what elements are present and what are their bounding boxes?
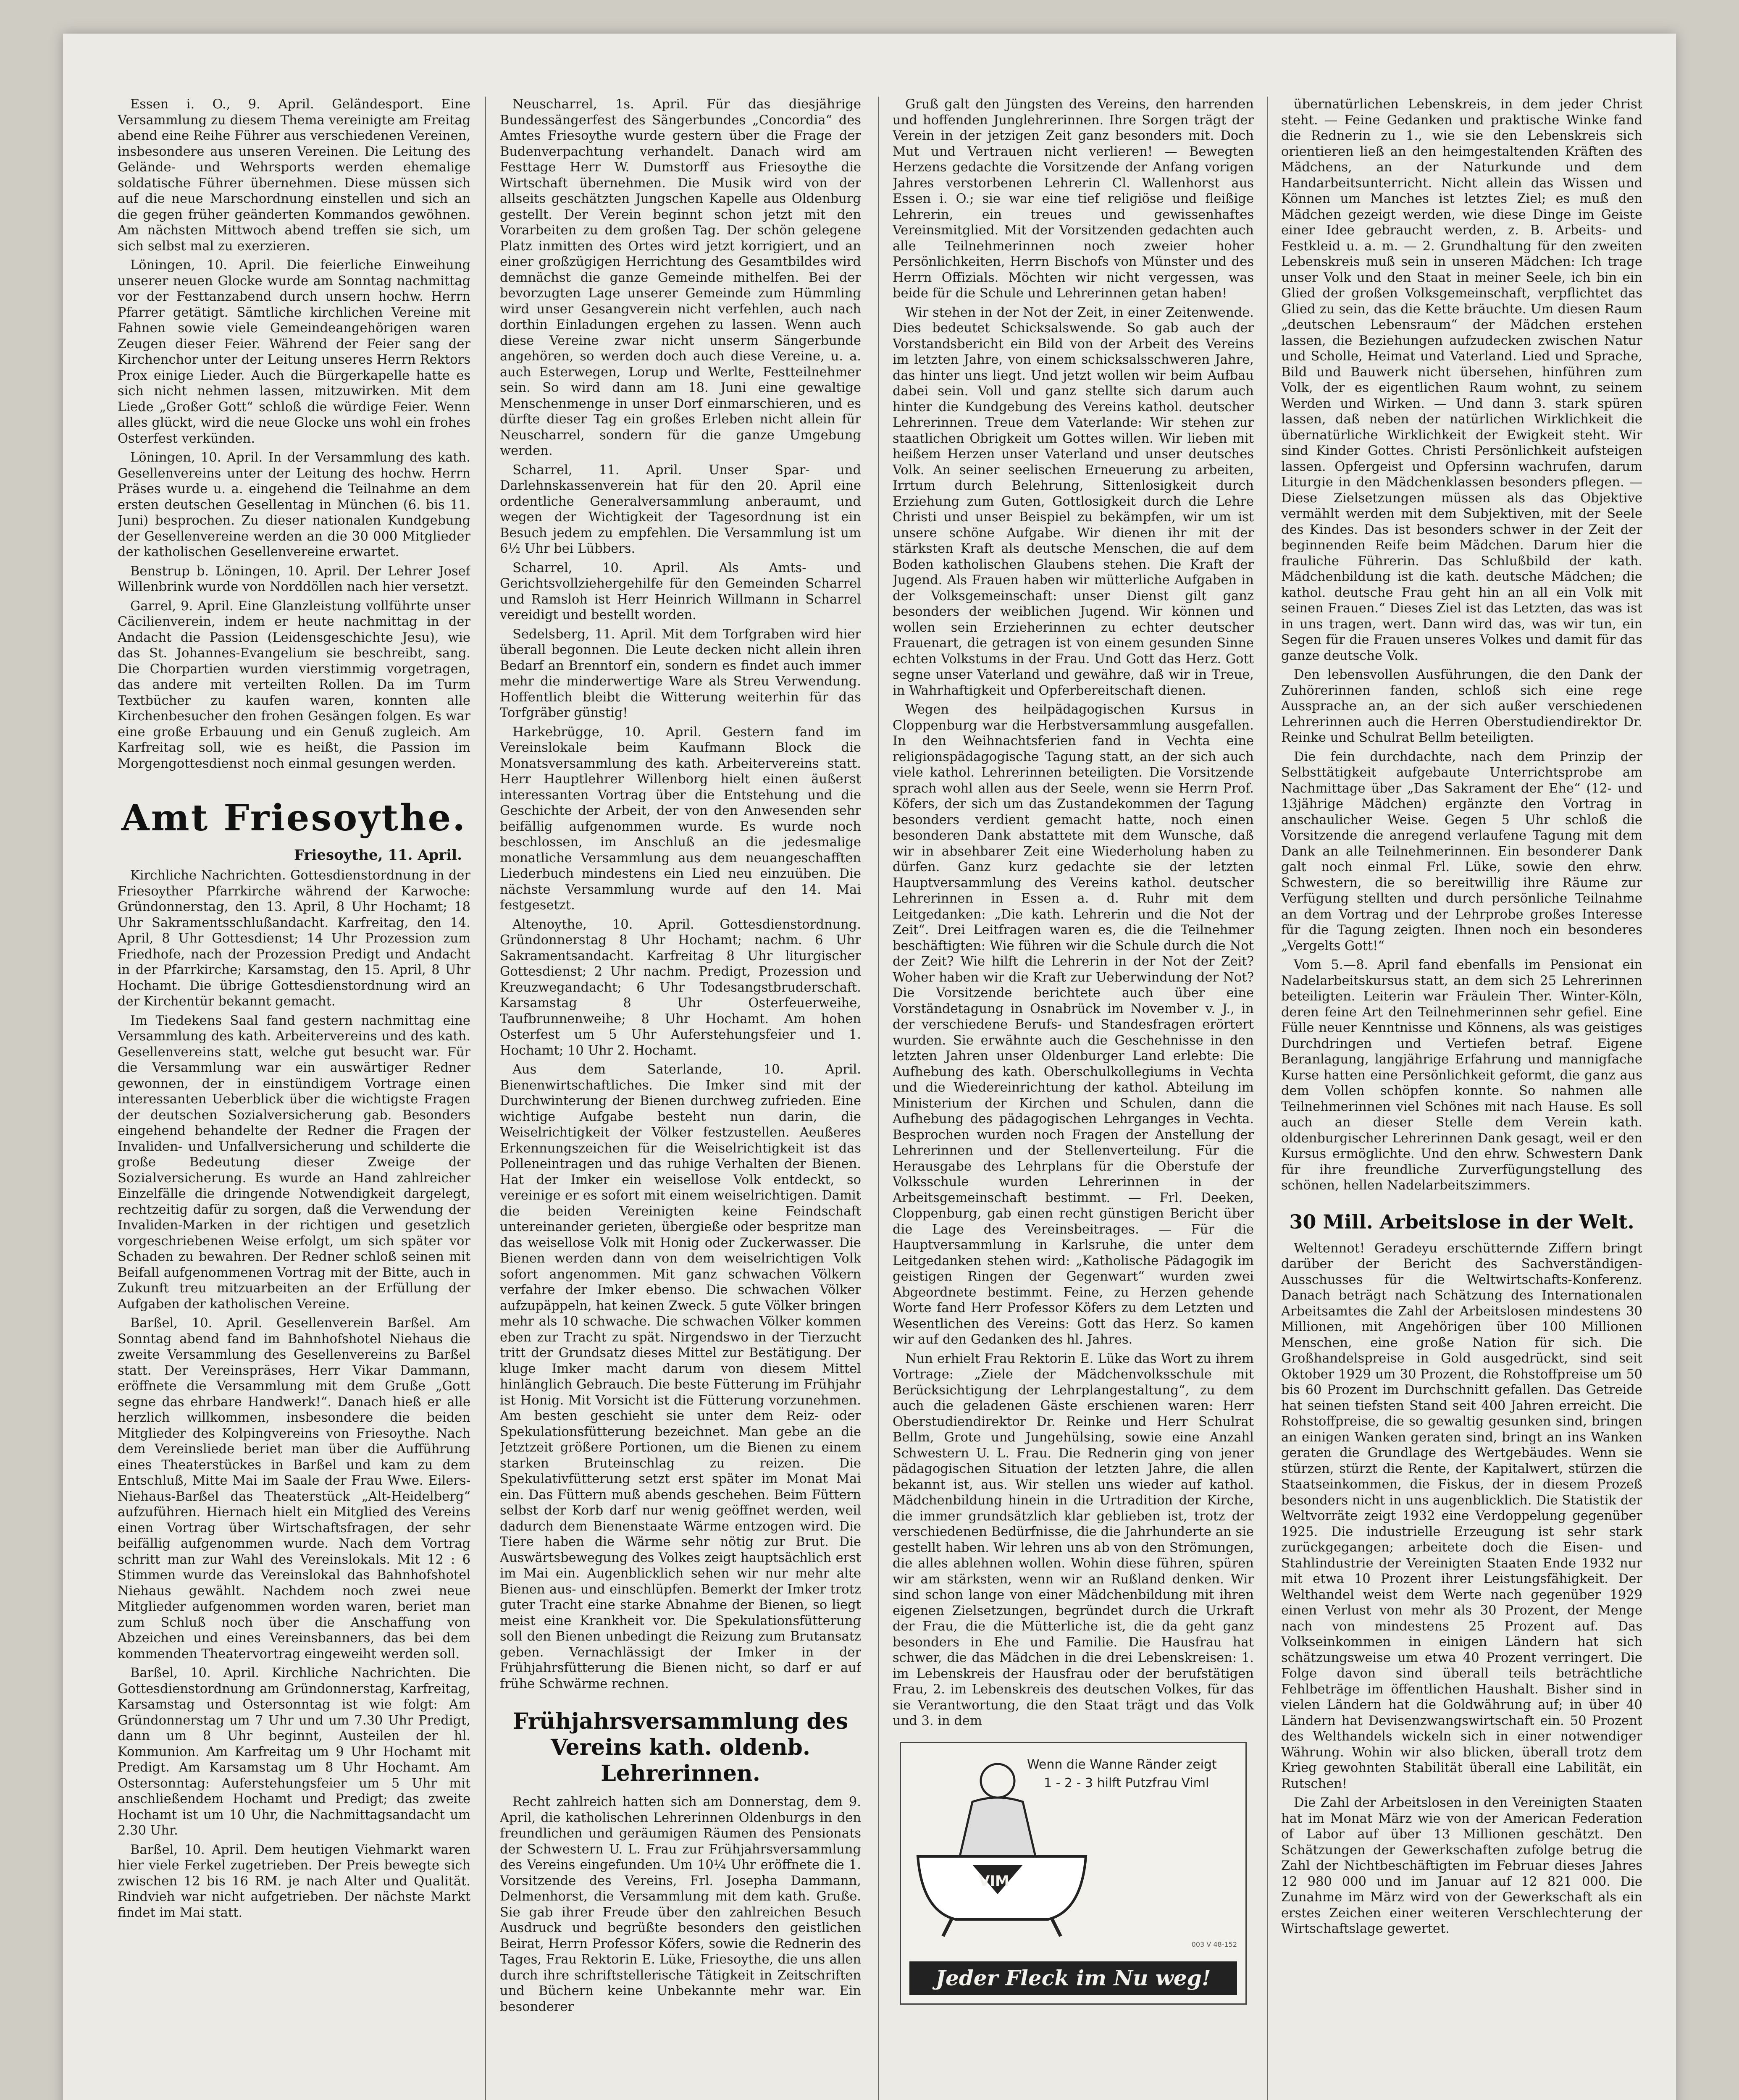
news-item: Altenoythe, 10. April. Gottesdienstordnung. Gründonnerstag 8 Uhr Hochamt; nachm. 6 Uhr Sakramentsandacht. Karfreitag 8 Uhr liturgischer Gottesdienst; 2 Uhr nachm. Predigt, Prozession und Kreuzwegandacht; 6 Uhr Todesangstbruderschaft. Karsamstag 8 Uhr Osterfeuerweihe, Taufbrunnenweihe; 8 Uhr Hochamt. Am hohen Osterfest um 5 Uhr Auferstehungsfeier und 1. Hochamt; 10 Uhr 2. Hochamt.	[500, 917, 861, 1058]
news-item: Aus dem Saterlande, 10. April. Bienenwirtschaftliches. Die Imker sind mit der Durchwinterung der Bienen durchweg zufrieden. Eine wichtige Aufgabe besteht nun darin, die Weiselrichtigkeit der Völker festzustellen. Aeußeres Erkennungszeichen für die Weiselrichtigkeit ist das Polleneintragen und das ruhige Verhalten der Bienen. Hat der Imker ein weisellose Volk entdeckt, so vereinige er es sofort mit einem weiselrichtigen. Damit die beiden Vereinigten keine Feindschaft untereinander gerieten, übergieße oder bespritze man das weisellose Volk mit Honig oder Zuckerwasser. Die Bienen werden dann von dem weiselrichtigen Volk sofort angenommen. Mit ganz schwachen Völkern verfahre der Imker ebenso. Die schwachen Völker aufzupäppeln, hat keinen Zweck. 5 gute Völker bringen mehr als 10 schwache. Die schwachen Völker kommen eben zur Tracht zu spät. Nirgendswo in der Tierzucht tritt der Grundsatz dieses Mittel zur Bestätigung. Der kluge Imker macht darum von diesem Mittel hinlänglich Gebrauch. Die beste Fütterung im Frühjahr ist Honig. Mit Vorsicht ist die Fütterung vorzunehmen. Am besten geschieht sie unter dem Reiz- oder Spekulationsfütterung bezeichnet. Man gebe an die Jetztzeit größere Portionen, um die Bienen zu einem starken Bruteinschlag zu reizen. Die Spekulativfütterung setzt erst später im Monat Mai ein. Das Füttern muß abends geschehen. Beim Füttern selbst der Korb darf nur wenig geöffnet werden, weil dadurch dem Bienenstaate Wärme entzogen wird. Die Tiere haben die Wärme sehr nötig zur Brut. Die Auswärtsbewegung des Volkes zeigt hauptsächlich erst im Mai ein. Augenblicklich sehen wir nur mehr alte Bienen aus- und einschlüpfen. Bemerkt der Imker trotz guter Tracht eine starke Abnahme der Bienen, so liegt meist eine Krankheit vor. Die Spekulationsfütterung soll den Bienen unbedingt die Reizung zum Brutansatz geben. Vernachlässigt der Imker in der Frühjahrsfütterung die Bienen nicht, so darf er auf frühe Schwärme rechnen.	[500, 1062, 861, 1691]
column-rule	[878, 97, 879, 2100]
news-item: Essen i. O., 9. April. Geländesport. Eine Versammlung zu diesem Thema vereinigte am Freitag abend eine Reihe Führer aus verschiedenen Vereinen, insbesondere aus unseren Vereinen. Die Leitung des Gelände- und Wehrsports werden ehemalige soldatische Führer übernehmen. Diese müssen sich auf die neue Marschordnung einstellen und sich an die gegen früher geänderten Kommandos gewöhnen. Am nächsten Mittwoch abend treffen sie sich, um sich selbst mal zu exerzieren.	[118, 97, 470, 254]
ad-reference: 003 V 48-152	[1191, 1940, 1237, 1948]
news-item: Barßel, 10. April. Dem heutigen Viehmarkt waren hier viele Ferkel zugetrieben. Der Preis bewegte sich zwischen 12 bis 16 RM. je nach Alter und Qualität. Rindvieh war nicht aufgetrieben. Der nächste Markt findet im Mai statt.	[118, 1842, 470, 1920]
article-body: Nun erhielt Frau Rektorin E. Lüke das Wort zu ihrem Vortrage: „Ziele der Mädchenvolksschule mit Berücksichtigung der Lehrplangestaltung“, zu dem auch die geladenen Gäste erschienen waren: Herr Oberstudiendirektor Dr. Reinke und Herr Schulrat Bellm, Grote und Jungehülsing, sowie eine Anzahl Schwestern U. L. Frau. Die Rednerin ging von jener pädagogischen Situation der letzten Jahre, die allen bekannt ist, aus. Wir stellen uns wieder auf kathol. Mädchenbildung hinein in die Urtradition der Kirche, die immer grundsätzlich klar geblieben ist, trotz der verschiedenen Bedürfnisse, die die Jahrhunderte an sie gestellt haben. Wir lehren uns ab von den Strömungen, die alles ablehnen wollen. Wohin diese führen, spüren wir am stärksten, wenn wir an Rußland denken. Wir sind schon lange von einer Mädchenbildung mit ihren eigenen Zielsetzungen, begründet durch die Urkraft der Frau, die die Mütterliche ist, die da geht ganz besonders in Ehe und Familie. Die Hausfrau hat schwer, die das Mädchen in die drei Lebenskreisen: 1. im Lebenskreis der Hausfrau oder der berufstätigen Frau, 2. im Lebenskreis des deutschen Volkes, für das sie Verantwortung, die den Staat trägt und das Volk und 3. in dem	[893, 1351, 1254, 1728]
news-item: Löningen, 10. April. Die feierliche Einweihung unserer neuen Glocke wurde am Sonntag nachmittag vor der Festtanzabend durch unsern hochw. Herrn Pfarrer getätigt. Sämtliche kirchlichen Vereine mit Fahnen sowie viele Gemeindeangehörigen waren Zeugen dieser Feier. Während der Feier sang der Kirchenchor unter der Leitung unseres Herrn Rektors Prox einige Lieder. Auch die Bürgerkapelle hatte es sich nicht nehmen lassen, mitzuwirken. Mit dem Liede „Großer Gott“ schloß die würdige Feier. Wenn alles glückt, wird die neue Glocke uns wohl ein frohes Osterfest verkünden.	[118, 258, 470, 446]
article-body: Den lebensvollen Ausführungen, die den Dank der Zuhörerinnen fanden, schloß sich eine rege Aussprache an, an der sich außer verschiedenen Lehrerinnen auch die Herren Oberstudiendirektor Dr. Reinke und Schulrat Bellm beteiligten.	[1281, 667, 1642, 745]
newspaper-page	[63, 34, 1676, 2100]
article-body: Die Zahl der Arbeitslosen in den Vereinigten Staaten hat im Monat März wie von der American Federation of Labor auf über 13 Millionen geschätzt. Den Schätzungen der Gewerkschaften zufolge betrug die Zahl der Nichtbeschäftigten im Februar dieses Jahres 12 980 000 und im Januar auf 12 821 000. Die Zunahme im März wird von der Gewerkschaft als ein erstes Zeichen einer weiteren Verschlechterung der Wirtschaftslage gewertet.	[1281, 1796, 1642, 1936]
article-body: Weltennot! Geradeyu erschütternde Ziffern bringt darüber der Bericht des Sachverständigen-Ausschusses für die Weltwirtschafts-Konferenz. Danach beträgt nach Schätzung des Internationalen Arbeitsamtes die Zahl der Arbeitslosen mindestens 30 Millionen, mit Angehörigen über 100 Millionen Menschen, eine große Nation für sich. Die Großhandelspreise in Gold ausgedrückt, sind seit Oktober 1929 um 30 Prozent, die Rohstoffpreise um 50 bis 60 Prozent im Durchschnitt gefallen. Das Getreide hat seinen tiefsten Stand seit 400 Jahren erreicht. Die Rohstoffpreise, die so gewaltig gesunken sind, bringen an einigen Wanken geraten sind, bringt an ins Wanken geraten die Grundlage des Wertgebäudes. Wenn sie stürzen, stürzt die Rente, der Kapitalwert, stürzen die Staatseinkommen, die Fiskus, der in diesem Prozeß besonders nicht in uns augenblicklich. Die Statistik der Weltvorräte zeigt 1932 eine Verdoppelung gegenüber 1925. Die industrielle Erzeugung ist sehr stark zurückgegangen; arbeitete doch die Eisen- und Stahlindustrie der Vereinigten Staaten Ende 1932 nur mit etwa 10 Prozent ihrer Leistungsfähigkeit. Der Welthandel weist dem Werte nach gegenüber 1929 einen Verlust von mehr als 30 Prozent, der Menge nach von mindestens 25 Prozent auf. Das Volkseinkommen in einigen Ländern hat sich schätzungsweise um etwa 40 Prozent verringert. Die Folge davon sind überall teils beträchtliche Fehlbeträge im öffentlichen Haushalt. Bisher sind in vielen Ländern hat die Goldwährung auf; in über 40 Ländern hat Devisenzwangswirtschaft ein. 50 Prozent des Welthandels wickeln sich in einer notwendiger Währung. Wohin wir also blicken, überall trotz dem Krieg gewohnten Stabilität überall eine Labilität, ein Rutschen!	[1281, 1241, 1642, 1791]
article-body: übernatürlichen Lebenskreis, in dem jeder Christ steht. — Feine Gedanken und praktische Winke fand die Rednerin zu 1., wie sie den Lebenskreis sich orientieren ließ an den heimgestaltenden Kräften des Mädchens, an der Naturkunde und dem Handarbeitsunterricht. Nicht allein das Wissen und Können um Manches ist letztes Ziel; es muß den Mädchen gezeigt werden, wie diese Dinge im Geiste einer Idee gebraucht werden, z. B. Arbeits- und Festkleid u. a. m. — 2. Grundhaltung für den zweiten Lebenskreis muß sein in unseren Mädchen: Ich trage unser Volk und den Staat in meiner Seele, ich bin ein Glied der großen Volksgemeinschaft, verpflichtet das Glied zu sein, das die Kette bräuchte. Um diesen Raum „deutschen Lebensraum“ der Mädchen erstehen lassen, die Beziehungen aufzudecken zwischen Natur und Scholle, Heimat und Vaterland. Lied und Sprache, Bild und Bauwerk nicht übersehen, hinführen zum Volk, der es eigentlichen Raum wohnt, zu seinem Werden und Wirken. — Und dann 3. stark spüren lassen, daß neben der natürlichen Wirklichkeit die übernatürliche Wirklichkeit der Ewigkeit steht. Wir sind Kinder Gottes. Christi Persönlichkeit aufsteigen lassen. Opfergeist und Opfersinn wachrufen, darum Liturgie in den Mädchenklassen besonders pflegen. — Diese Zielsetzungen müssen als das Objektive vermählt werden mit dem Subjektiven, mit der Seele des Kindes. Das ist besonders schwer in der Zeit der beginnenden Reife beim Mädchen. Darum hier die frauliche Führerin. Das Schlußbild der kath. Mädchenbildung ist die kath. deutsche Mädchen; die kathol. deutsche Frau geht hin an all ein Volk mit seinen Frauen.“ Dieses Ziel ist das Letzten, das was ist in uns tragen, wert. Dann wird das, was wir tun, ein Segen für die Frauen unseres Volkes und damit für das ganze deutsche Volk.	[1281, 97, 1642, 663]
section-heading: Amt Friesoythe.	[121, 797, 467, 839]
article-headline: Frühjahrsversammlung des Vereins kath. oldenb. Lehrerinnen.	[512, 1709, 848, 1786]
article-headline: 30 Mill. Arbeitslose in der Welt.	[1289, 1210, 1634, 1233]
news-item: Harkebrügge, 10. April. Gestern fand im Vereinslokale beim Kaufmann Block die Monatsversammlung des kath. Arbeitervereins statt. Herr Hauptlehrer Willenborg hielt einen äußerst interessanten Vortrag über die Entstehung und die Geschichte der Arbeit, der von den Anwesenden sehr beifällig aufgenommen wurde. Es wurde noch beschlossen, im Anschluß an die jedesmalige monatliche Versammlung aus dem neuangeschafften Liederbuch mindestens ein Lied neu einzuüben. Die nächste Versammlung wurde auf den 14. Mai festgesetzt.	[500, 724, 861, 913]
column-rule	[1267, 97, 1268, 2100]
column-rule	[485, 97, 486, 2100]
news-item: Scharrel, 10. April. Als Amts- und Gerichtsvollziehergehilfe für den Gemeinden Scharrel und Ramsloh ist Herr Heinrich Willmann in Scharrel vereidigt und bestellt worden.	[500, 560, 861, 622]
column-4	[1281, 97, 1642, 2100]
ad-subheadline: 1 - 2 - 3 hilft Putzfrau Viml	[1044, 1775, 1209, 1790]
ad-headline: Wenn die Wanne Ränder zeigt	[1027, 1757, 1217, 1772]
news-item: Kirchliche Nachrichten. Gottesdienstordnung in der Friesoyther Pfarrkirche während der Karwoche: Gründonnerstag, den 13. April, 8 Uhr Hochamt; 18 Uhr Sakramentsschlußandacht. Karfreitag, den 14. April, 8 Uhr Gottesdienst; 14 Uhr Prozession zum Friedhofe, nach der Prozession Predigt und Andacht in der Pfarrkirche; Karsamstag, den 15. April, 8 Uhr Hochamt. Die übrige Gottesdienstordnung wird an der Kirchentür bekannt gemacht.	[118, 868, 470, 1009]
news-item: Sedelsberg, 11. April. Mit dem Torfgraben wird hier überall begonnen. Die Leute decken nicht allein ihren Bedarf an Brenntorf ein, sondern es findet auch immer mehr die minderwertige Ware als Streu Verwendung. Hoffentlich bleibt die Witterung weiterhin für das Torfgräber günstig!	[500, 627, 861, 720]
article-body: Wegen des heilpädagogischen Kursus in Cloppenburg war die Herbstversammlung ausgefallen. In den Weihnachtsferien fand in Vechta eine religionspädagogische Tagung statt, an der sich auch viele kathol. Lehrerinnen beteiligten. Die Vorsitzende sprach wohl allen aus der Seele, wenn sie Herrn Prof. Köfers, der sich um das Zustandekommen der Tagung besonders verdient gemacht hatte, noch einen besonderen Dank abstattete mit dem Wunsche, daß wir in absehbarer Zeit eine Wiederholung haben zu dürfen. Ganz kurz gedachte sie der letzten Hauptversammlung des Vereins kathol. deutscher Lehrerinnen in Essen a. d. Ruhr mit dem Leitgedanken: „Die kath. Lehrerin und die Not der Zeit“. Drei Leitfragen waren es, die die Teilnehmer beschäftigten: Wie führen wir die Schule durch die Not der Zeit? Wie hilft die Lehrerin in der Not der Zeit? Woher haben wir die Kraft zur Ueberwindung der Not? Die Vorsitzende berichtete auch über eine Vorständetagung in Osnabrück im November v. J., in der verschiedene Berufs- und Standesfragen erörtert wurden. Sie erwähnte auch die Geschehnisse in den letzten Jahren unser Oldenburger Land erlebte: Die Aufhebung des kath. Oberschulkollegiums in Vechta und die Wiedereinrichtung der kathol. Abteilung im Ministerium der Kirchen und Schulen, dann die Aufhebung des pädagogischen Lehrganges in Vechta. Besprochen wurden noch Fragen der Anstellung der Lehrerinnen und der Stellenverteilung. Für die Herausgabe des Lehrplans für die Oberstufe der Volksschule wurden Lehrerinnen in der Arbeitsgemeinschaft bestimmt. — Frl. Deeken, Cloppenburg, gab einen recht günstigen Bericht über die Lage des Vereinsbeitrages. — Für die Hauptversammlung in Karlsruhe, die unter dem Leitgedanken stehen wird: „Katholische Pädagogik im geistigen Ringen der Gegenwart“ wurden zwei Abgeordnete bestimmt. Feine, zu Herzen gehende Worte fand Herr Professor Köfers zu dem Letzten und Wesentlichen des Vereins: Gott das Herz. So kamen wir auf den Gedanken des hl. Jahres.	[893, 702, 1254, 1347]
news-item: Vom 5.—8. April fand ebenfalls im Pensionat ein Nadelarbeitskursus statt, an dem sich 25 Lehrerinnen beteiligten. Leiterin war Fräulein Ther. Winter-Köln, deren feine Art den Teilnehmerinnen sehr gefiel. Eine Fülle neuer Kenntnisse und Könnens, als was geistiges Durchdringen und Vertiefen betraf. Eigene Beranlagung, langjährige Erfahrung und mannigfache Kurse hatten eine Persönlichkeit geformt, die ganz aus dem Vollen schöpfen konnte. So nahmen alle Teilnehmerinnen viel Schönes mit nach Hause. Es soll auch an dieser Stelle dem Verein kath. oldenburgischer Lehrerinnen Dank gesagt, weil er den Kursus ermöglichte. Und den ehrw. Schwestern Dank für ihre freundliche Zurverfügungstellung des schönen, hellen Nadelarbeitszimmers.	[1281, 958, 1642, 1193]
news-item: Neuscharrel, 1s. April. Für das diesjährige Bundessängerfest des Sängerbundes „Concordia“ des Amtes Friesoythe wurde gestern über die Frage der Budenverpachtung verhandelt. Danach wird am Festtage Herr W. Dumstorff aus Friesoythe die Wirtschaft übernehmen. Die Musik wird von der allseits geschätzten Jungschen Kapelle aus Oldenburg gestellt. Der Verein beginnt schon jetzt mit den Vorarbeiten zu dem großen Tag. Der schön gelegene Platz inmitten des Ortes wird jetzt korrigiert, und an einer großzügigen Herrichtung des Gesamtbildes wird demnächst die ganze Gemeinde mithelfen. Bei der bevorzugten Lage unserer Gemeinde zum Hümmling wird unser Gesangverein nicht verfehlen, auch nach dorthin Einladungen ergehen zu lassen. Wenn auch diese Vereine zwar nicht unserm Sängerbunde angehören, so werden doch auch diese Vereine, u. a. auch Esterwegen, Lorup und Werlte, Festteilnehmer sein. So wird dann am 18. Juni eine gewaltige Menschenmenge in unser Dorf einmarschieren, und es dürfte dieser Tag ein großes Erleben nicht allein für Neuscharrel, sondern für die ganze Umgebung werden.	[500, 97, 861, 458]
column-3	[893, 97, 1254, 2100]
news-item: Benstrup b. Löningen, 10. April. Der Lehrer Josef Willenbrink wurde von Norddöllen nach hier versetzt.	[118, 564, 470, 594]
article-body: Recht zahlreich hatten sich am Donnerstag, dem 9. April, die katholischen Lehrerinnen Oldenburgs in den freundlichen und geräumigen Räumen des Pensionats der Schwestern U. L. Frau zur Frühjahrsversammlung des Vereins eingefunden. Um 10¼ Uhr eröffnete die 1. Vorsitzende des Vereins, Frl. Josepha Dammann, Delmenhorst, die Versammlung mit dem kath. Gruße. Sie gab ihrer Freude über den zahlreichen Besuch Ausdruck und begrüßte besonders den geistlichen Beirat, Herrn Professor Köfers, sowie die Rednerin des Tages, Frau Rektorin E. Lüke, Friesoythe, die uns allen durch ihre schriftstellerische Tätigkeit in Zeitschriften und Büchern keine Unbekannte mehr war. Ein besonderer	[500, 1795, 861, 2014]
news-item: Barßel, 10. April. Kirchliche Nachrichten. Die Gottesdienstordnung am Gründonnerstag, Karfreitag, Karsamstag und Ostersonntag ist wie folgt: Am Gründonnerstag um 7 Uhr und um 7.30 Uhr Predigt, dann um 8 Uhr beginnt, Austeilen der hl. Kommunion. Am Karfreitag um 9 Uhr Hochamt mit Predigt. Am Karsamstag um 8 Uhr Hochamt. Am Ostersonntag: Auferstehungsfeier um 5 Uhr mit anschließendem Hochamt und Predigt; das zweite Hochamt ist um 10 Uhr, die Nachmittagsandacht um 2.30 Uhr.	[118, 1666, 470, 1838]
news-item: Löningen, 10. April. In der Versammlung des kath. Gesellenvereins unter der Leitung des hochw. Herrn Präses wurde u. a. eingehend die Teilnahme an dem ersten deutschen Gesellentag in München (6. bis 11. Juni) besprochen. Zu dieser nationalen Kundgebung der Gesellenvereine werden an die 30 000 Mitglieder der katholischen Gesellenvereine erwartet.	[118, 450, 470, 559]
dateline: Friesoythe, 11. April.	[294, 847, 462, 864]
news-item: Garrel, 9. April. Eine Glanzleistung vollführte unser Cäcilienverein, indem er heute nachmittag in der Andacht die Passion (Leidensgeschichte Jesu), wie das St. Johannes-Evangelium sie beschreibt, sang. Die Chorpartien wurden vierstimmig vorgetragen, das andere mit verteilten Rollen. Da im Turm Textbücher zu kaufen waren, konnten alle Kirchenbesucher den frohen Gesängen folgen. Es war eine große Erbauung und ein Genuß zugleich. Am Karfreitag soll, wie es heißt, die Passion im Morgengottesdienst noch einmal gesungen werden.	[118, 598, 470, 771]
news-item: Barßel, 10. April. Gesellenverein Barßel. Am Sonntag abend fand im Bahnhofshotel Niehaus die zweite Versammlung des Gesellenvereins zu Barßel statt. Der Vereinspräses, Herr Vikar Dammann, eröffnete die Versammlung mit dem Gruße „Gott segne das ehrbare Handwerk!“. Danach hieß er alle herzlich willkommen, insbesondere die beiden Mitglieder des Kolpingvereins von Friesoythe. Nach dem Vereinsliede beriet man über die Aufführung eines Theaterstückes in Barßel und kam zu dem Entschluß, Mitte Mai im Saale der Frau Wwe. Eilers-Niehaus-Barßel das Theaterstück „Alt-Heidelberg“ aufzuführen. Hiernach hielt ein Mitglied des Vereins einen Vortrag über Wirtschaftsfragen, der sehr beifällig aufgenommen wurde. Nach dem Vortrag schritt man zur Wahl des Vereinslokals. Mit 12 : 6 Stimmen wurde das Vereinslokal das Bahnhofshotel Niehaus gewählt. Nachdem noch zwei neue Mitglieder aufgenommen worden waren, beriet man zum Schluß noch über die Anschaffung von Abzeichen und eines Vereinsbanners, das bei dem kommenden Theatervortrag eingeweiht werden soll.	[118, 1316, 470, 1662]
news-item: Scharrel, 11. April. Unser Spar- und Darlehnskassenverein hat für den 20. April eine ordentliche Generalversammlung anberaumt, und wegen der Wichtigkeit der Tagesordnung ist ein Besuch jedem zu empfehlen. Die Versammlung ist um 6½ Uhr bei Lübbers.	[500, 462, 861, 556]
article-body: Gruß galt den Jüngsten des Vereins, den harrenden und hoffenden Junglehrerinnen. Ihre Sorgen trägt der Verein in der jetzigen Zeit ganz besonders mit. Doch Mut und Vertrauen nicht verlieren! — Bewegten Herzens gedachte die Vorsitzende der Anfang vorigen Jahres verstorbenen Lehrerin Cl. Wallenhorst aus Essen i. O.; sie war eine tief religiöse und fleißige Lehrerin, ein treues und gewissenhaftes Vereinsmitglied. Mit der Vorsitzenden gedachten auch alle Teilnehmerinnen noch zweier hoher Persönlichkeiten, Herrn Bischofs von Münster und des Herrn Offizials. Möchten wir nicht vergessen, was beide für die Schule und Lehrerinnen getan haben!	[893, 97, 1254, 301]
brand-label: VIM	[979, 1872, 1009, 1890]
news-item: Im Tiedekens Saal fand gestern nachmittag eine Versammlung des kath. Arbeitervereins und des kath. Gesellenvereins statt, welche gut besucht war. Für die Versammlung war ein auswärtiger Redner gewonnen, der in einstündigem Vortrage einen interessanten Ueberblick über die wichtigste Fragen der deutschen Sozialversicherung gab. Besonders eingehend behandelte der Redner die Fragen der Invaliden- und Unfallversicherung und schilderte die große Bedeutung dieser Zweige der Sozialversicherung. Es wurde an Hand zahlreicher Einzelfälle die dringende Notwendigkeit dargelegt, rechtzeitig dafür zu sorgen, daß die Verwendung der Invaliden-Marken in der richtigen und gesetzlich vorgeschriebenen Weise erfolgt, um sich später vor Schaden zu bewahren. Der Redner schloß seinen mit Beifall aufgenommenen Vortrag mit der Bitte, auch in Zukunft treu mitzuarbeiten an der Erfüllung der Aufgaben der katholischen Vereine.	[118, 1013, 470, 1312]
article-body: Wir stehen in der Not der Zeit, in einer Zeitenwende. Dies bedeutet Schicksalswende. So gab auch der Vorstandsbericht ein Bild von der Arbeit des Vereins im letzten Jahre, von einem schicksalsschweren Jahre, das hinter uns liegt. Und jetzt wollen wir beim Aufbau dabei sein. Voll und ganz stellte sich darum auch hinter die Kundgebung des Vereins kathol. deutscher Lehrerinnen. Treue dem Vaterlande: Wir stehen zur staatlichen Obrigkeit um Gottes willen. Wir lieben mit heißem Herzen unser Vaterland und unser deutsches Volk. An seiner seelischen Erneuerung zu arbeiten, Irrtum durch Belehrung, Sittenlosigkeit durch Erziehung zum Guten, Gottlosigkeit durch die Lehre Christi und unser Beispiel zu bekämpfen, wir um ist unsere schöne Aufgabe. Wir dienen ihr mit der stärksten Kraft als deutsche Menschen, die auf dem Boden katholischen Glaubens stehen. Die Kraft der Jugend. Als Frauen haben wir mütterliche Aufgaben in der Volksgemeinschaft: unser Dienst gilt ganz besonders der weiblichen Jugend. Wir können und wollen sein Erzieherinnen zu echter deutscher Frauenart, die getragen ist von einem gesunden Sinne echten Volkstums in der Frau. Und Gott das Herz. Gott segne unser Vaterland und gewähre, daß wir in Treue, in Wahrhaftigkeit und Opferbereitschaft dienen.	[893, 305, 1254, 698]
vim-advertisement	[900, 1742, 1247, 2005]
article-body: Die fein durchdachte, nach dem Prinzip der Selbsttätigkeit aufgebaute Unterrichtsprobe am Nachmittage über „Das Sakrament der Ehe“ (12- und 13jährige Mädchen) ergänzte den Vortrag in anschaulicher Weise. Gegen 5 Uhr schloß die Vorsitzende die anregend verlaufene Tagung mit dem Dank an alle Teilnehmerinnen. Ein besonderer Dank galt noch einmal Frl. Lüke, sowie den ehrw. Schwestern, die so bereitwillig ihre Räume zur Verfügung stellten und durch persönliche Teilnahme an dem Vortrag und der Lehrprobe großes Interesse für die Tagung zeigten. Ihnen noch ein besonderes „Vergelts Gott!“	[1281, 749, 1642, 953]
column-2	[500, 97, 861, 2100]
column-1	[118, 97, 470, 2100]
ad-slogan: Jeder Fleck im Nu weg!	[909, 1961, 1237, 1995]
